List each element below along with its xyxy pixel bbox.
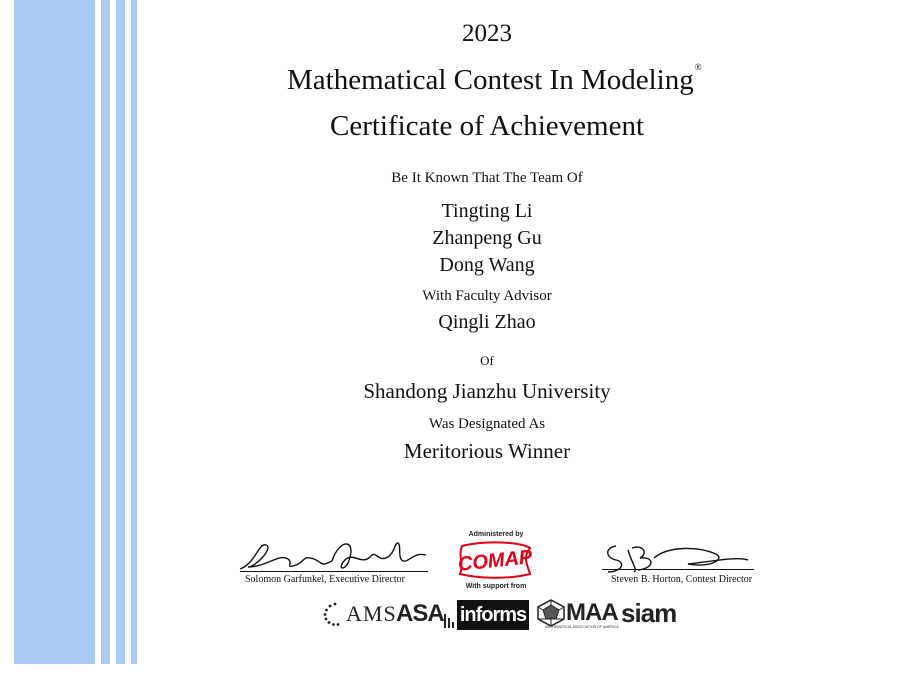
team-member: Zhanpeng Gu [432, 227, 542, 249]
asa-logo-icon [444, 608, 454, 628]
ams-logo-text: AMS [346, 601, 397, 626]
signature-right [598, 540, 758, 578]
asa-logo-text: ASA [396, 600, 444, 627]
designated-label: Was Designated As [428, 416, 546, 432]
signature-line-right [602, 569, 754, 570]
comap-logo [456, 540, 534, 580]
team-member: Tingting Li [441, 200, 533, 222]
team-member: Dong Wang [439, 254, 535, 276]
maa-subtitle: MATHEMATICAL ASSOCIATION OF AMERICA [545, 625, 619, 629]
contest-title [287, 62, 702, 97]
administered-by-label: Administered by [468, 531, 524, 538]
advisor-name: Qingli Zhao [438, 311, 536, 333]
maa-polyhedron-icon [536, 599, 566, 627]
certificate-year: 2023 [462, 20, 512, 47]
registered-mark: ® [694, 62, 702, 72]
certificate-subtitle: Certificate of Achievement [329, 110, 645, 142]
advisor-label: With Faculty Advisor [422, 288, 552, 304]
asa-logo [396, 600, 454, 628]
decorative-stripe-wide [14, 0, 95, 664]
informs-logo: informs [457, 600, 529, 630]
of-label: Of [480, 353, 494, 368]
award-title: Meritorious Winner [403, 439, 571, 463]
known-line: Be It Known That The Team Of [391, 170, 583, 186]
signature-caption-left: Solomon Garfunkel, Executive Director [245, 574, 405, 585]
siam-logo: siam [621, 598, 677, 628]
ams-logo [322, 597, 397, 631]
decorative-stripe [116, 0, 125, 664]
signature-line-left [240, 571, 428, 572]
maa-logo [536, 599, 618, 627]
comap-logo-text: COMAP [456, 546, 534, 576]
contest-title-text: Mathematical Contest In Modeling [287, 64, 694, 96]
maa-logo-text: MAA [566, 599, 618, 626]
ams-logo-icon [322, 601, 344, 627]
university-name: Shandong Jianzhu University [363, 379, 611, 403]
with-support-label: With support from [465, 583, 527, 590]
team-members [287, 198, 687, 279]
decorative-stripe [101, 0, 110, 664]
signature-caption-right: Steven B. Horton, Contest Director [611, 574, 753, 585]
decorative-stripe [131, 0, 137, 664]
